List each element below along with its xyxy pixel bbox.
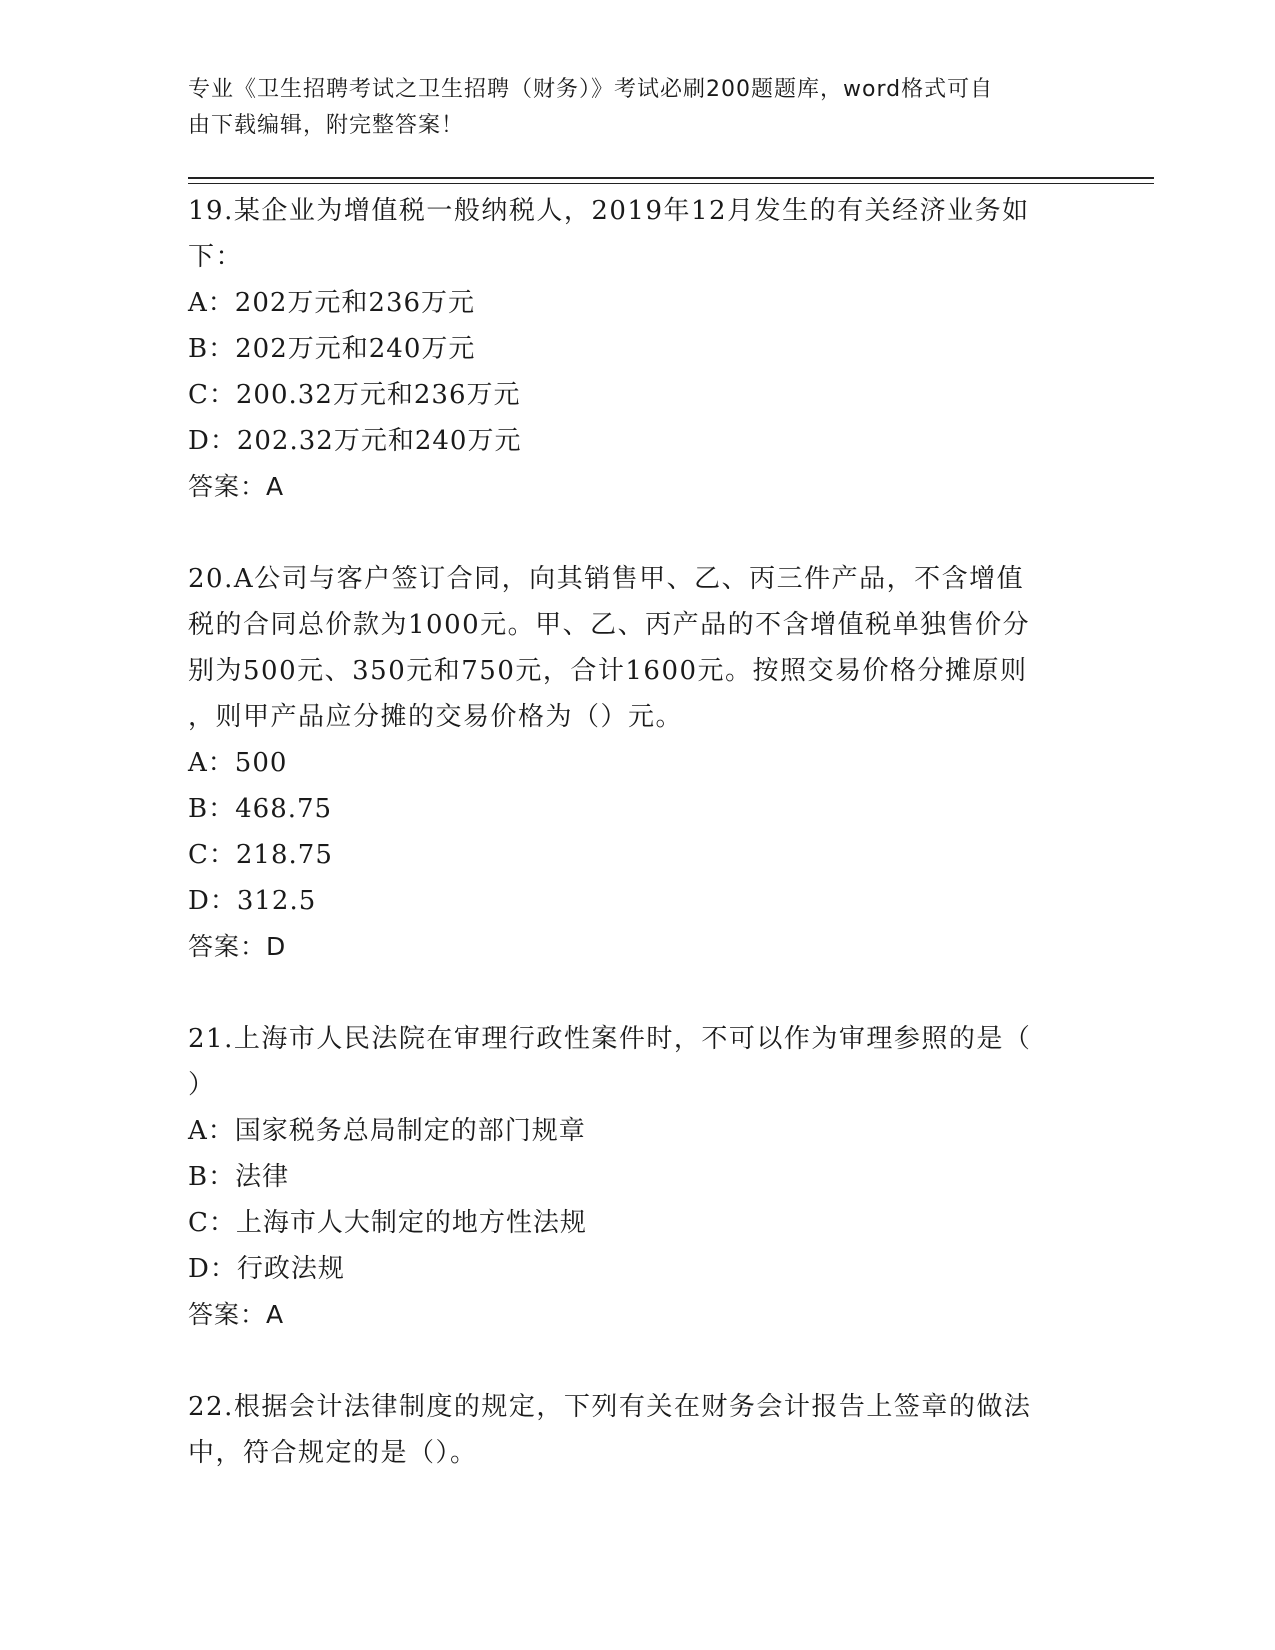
header-rule-thick [188,177,1154,179]
question-stem-line: 别为500元、350元和750元，合计1600元。按照交易价格分摊原则 [188,656,1028,686]
answer-key: 答案：A [188,1300,285,1329]
question-stem-line: 21.上海市人民法院在审理行政性案件时，不可以作为审理参照的是（ [188,1024,1032,1054]
question-item [188,1384,1088,1476]
answer-key: 答案：A [188,472,285,501]
header-line: 由下载编辑，附完整答案！ [188,113,465,138]
document-header [188,72,1068,144]
answer-option: C：上海市人大制定的地方性法规 [188,1208,587,1238]
answer-option: B：468.75 [188,794,333,824]
answer-key: 答案：D [188,932,287,961]
question-stem-line: 中，符合规定的是（）。 [188,1438,478,1468]
answer-option: C：200.32万元和236万元 [188,380,521,410]
answer-option: D：202.32万元和240万元 [188,426,522,456]
question-stem-line: 19.某企业为增值税一般纳税人，2019年12月发生的有关经济业务如 [188,196,1030,226]
question-stem-line: 20.A公司与客户签订合同，向其销售甲、乙、丙三件产品，不含增值 [188,564,1025,594]
question-list [188,188,1088,1522]
answer-option: D：312.5 [188,886,317,916]
answer-option: A：500 [188,748,288,778]
header-line: 专业《卫生招聘考试之卫生招聘（财务）》考试必刷200题题库，word格式可自 [188,77,994,102]
question-stem-line: 22.根据会计法律制度的规定，下列有关在财务会计报告上签章的做法 [188,1392,1032,1422]
question-item [188,556,1088,970]
answer-option: B：法律 [188,1162,290,1192]
question-item [188,1016,1088,1338]
question-stem-line: ） [188,1070,216,1100]
question-stem-line: 税的合同总价款为1000元。甲、乙、丙产品的不含增值税单独售价分 [188,610,1031,640]
question-stem-line: ，则甲产品应分摊的交易价格为（）元。 [188,702,684,732]
answer-option: A：国家税务总局制定的部门规章 [188,1116,586,1146]
answer-option: B：202万元和240万元 [188,334,476,364]
answer-option: D：行政法规 [188,1254,345,1284]
question-stem-line: 下： [188,242,244,272]
answer-option: C：218.75 [188,840,333,870]
question-item [188,188,1088,510]
answer-option: A：202万元和236万元 [188,288,476,318]
header-rule-thin [188,183,1154,184]
